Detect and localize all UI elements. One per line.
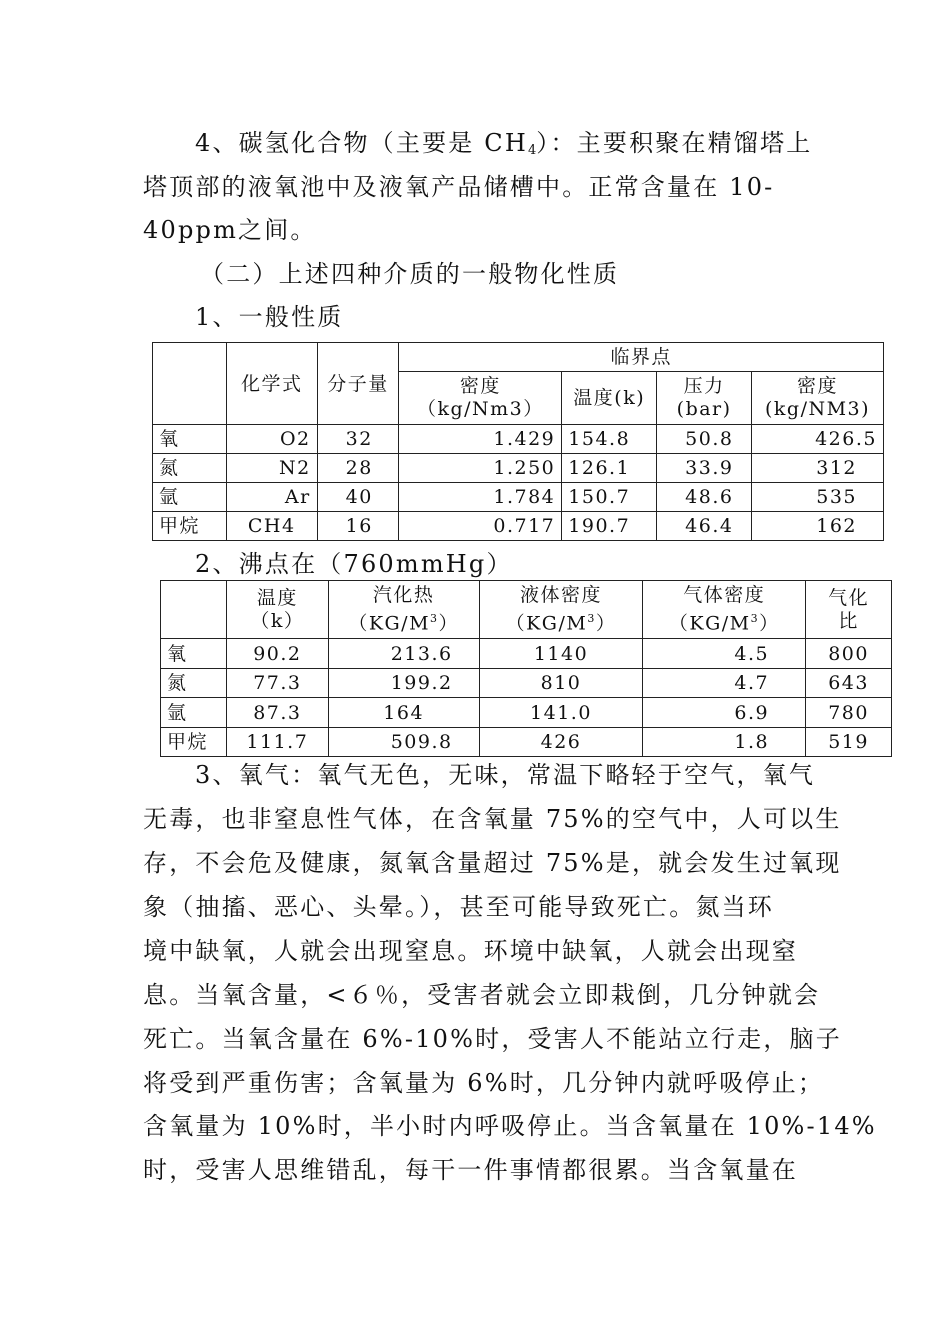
table-row [161, 639, 892, 669]
row-temperature: 111.7 [226, 727, 328, 757]
oxygen-paragraph-line-10: 时，受害人思维错乱，每干一件事情都很累。当含氧量在 [143, 1156, 798, 1184]
header-formula: 化学式 [226, 343, 317, 425]
boiling-point-table [160, 580, 892, 757]
header-gasification-ratio: 气化 比 [806, 581, 892, 639]
row-critical-density: 426.5 [752, 425, 884, 454]
oxygen-paragraph-line-7: 死亡。当氧含量在 6%-10%时，受害人不能站立行走，脑子 [143, 1025, 842, 1053]
row-name: 甲烷 [153, 512, 227, 541]
row-name: 氧 [153, 425, 227, 454]
row-vaporization-heat: 164 [328, 698, 479, 728]
header-molecular-weight: 分子量 [317, 343, 399, 425]
row-liquid-density: 426 [479, 727, 643, 757]
hydrocarbon-paragraph-line-1 [195, 128, 812, 166]
table-row [153, 425, 884, 454]
table-row [153, 512, 884, 541]
ch4-subscript: 4 [528, 143, 537, 158]
hydrocarbon-text: 4、碳氢化合物（主要是 CH [195, 129, 528, 157]
oxygen-paragraph-line-3: 存，不会危及健康，氮氧含量超过 75%是，就会发生过氧现 [143, 849, 842, 877]
oxygen-paragraph-line-1: 3、氧气：氧气无色，无味，常温下略轻于空气，氧气 [195, 761, 816, 789]
row-name: 氮 [153, 454, 227, 483]
oxygen-paragraph-line-4: 象（抽搐、恶心、头晕。），甚至可能导致死亡。氮当环 [143, 893, 774, 921]
row-name: 氩 [161, 698, 227, 728]
row-critical-density: 162 [752, 512, 884, 541]
row-pressure: 48.6 [657, 483, 752, 512]
general-properties-heading: 1、一般性质 [195, 303, 344, 331]
row-density: 1.429 [399, 425, 562, 454]
row-molecular-weight: 40 [317, 483, 399, 512]
row-molecular-weight: 28 [317, 454, 399, 483]
hydrocarbon-paragraph-line-2: 塔顶部的液氧池中及液氧产品储槽中。正常含量在 10- [143, 173, 775, 201]
oxygen-paragraph-line-9: 含氧量为 10%时，半小时内呼吸停止。当含氧量在 10%-14% [143, 1112, 877, 1140]
row-molecular-weight: 16 [317, 512, 399, 541]
row-temperature: 126.1 [562, 454, 657, 483]
table-header-row [153, 343, 884, 372]
oxygen-paragraph-line-2: 无毒，也非窒息性气体，在含氧量 75%的空气中，人可以生 [143, 805, 842, 833]
row-temperature: 87.3 [226, 698, 328, 728]
empty-header-cell [153, 343, 227, 425]
row-vaporization-heat: 509.8 [328, 727, 479, 757]
row-temperature: 190.7 [562, 512, 657, 541]
row-liquid-density: 1140 [479, 639, 643, 669]
row-temperature: 90.2 [226, 639, 328, 669]
oxygen-paragraph-line-5: 境中缺氧，人就会出现窒息。环境中缺氧，人就会出现窒 [143, 937, 798, 965]
row-name: 氧 [161, 639, 227, 669]
row-gasification-ratio: 800 [806, 639, 892, 669]
table-row [161, 727, 892, 757]
row-name: 甲烷 [161, 727, 227, 757]
row-vaporization-heat: 213.6 [328, 639, 479, 669]
row-liquid-density: 810 [479, 668, 643, 698]
row-gasification-ratio: 780 [806, 698, 892, 728]
oxygen-paragraph-line-8: 将受到严重伤害；含氧量为 6%时，几分钟内就呼吸停止； [143, 1069, 825, 1097]
row-gas-density: 4.5 [643, 639, 806, 669]
row-formula: N2 [226, 454, 317, 483]
row-temperature: 154.8 [562, 425, 657, 454]
header-temperature: 温度 （k） [226, 581, 328, 639]
row-pressure: 33.9 [657, 454, 752, 483]
row-density: 0.717 [399, 512, 562, 541]
row-liquid-density: 141.0 [479, 698, 643, 728]
row-temperature: 150.7 [562, 483, 657, 512]
header-density: 密度 （kg/Nm3） [399, 372, 562, 425]
row-density: 1.784 [399, 483, 562, 512]
section-heading: （二）上述四种介质的一般物化性质 [200, 260, 620, 288]
table-header-row [161, 581, 892, 639]
row-gas-density: 6.9 [643, 698, 806, 728]
table-row [153, 483, 884, 512]
row-formula: Ar [226, 483, 317, 512]
header-temperature: 温度(k) [562, 372, 657, 425]
row-gasification-ratio: 519 [806, 727, 892, 757]
table-row [153, 454, 884, 483]
oxygen-paragraph-line-6: 息。当氧含量，<６％，受害者就会立即栽倒，几分钟就会 [143, 981, 821, 1009]
empty-header-cell [161, 581, 227, 639]
row-gas-density: 4.7 [643, 668, 806, 698]
row-temperature: 77.3 [226, 668, 328, 698]
row-name: 氮 [161, 668, 227, 698]
row-pressure: 46.4 [657, 512, 752, 541]
row-gasification-ratio: 643 [806, 668, 892, 698]
row-gas-density: 1.8 [643, 727, 806, 757]
row-molecular-weight: 32 [317, 425, 399, 454]
table-row [161, 668, 892, 698]
general-properties-table [152, 342, 884, 541]
row-vaporization-heat: 199.2 [328, 668, 479, 698]
row-formula: O2 [226, 425, 317, 454]
header-critical-point: 临界点 [399, 343, 884, 372]
header-pressure: 压力 (bar) [657, 372, 752, 425]
table-row [161, 698, 892, 728]
row-critical-density: 535 [752, 483, 884, 512]
row-density: 1.250 [399, 454, 562, 483]
header-gas-density: 气体密度 $(KG/M^3)$ [643, 581, 806, 639]
row-formula: CH4 [226, 512, 317, 541]
row-pressure: 50.8 [657, 425, 752, 454]
hydrocarbon-text-cont: ）：主要积聚在精馏塔上 [536, 129, 813, 157]
header-vaporization-heat: 汽化热 $(KG/M^3)$ [328, 581, 479, 639]
hydrocarbon-paragraph-line-3: 40ppm之间。 [143, 216, 317, 244]
header-liquid-density: 液体密度 $(KG/M^3)$ [479, 581, 643, 639]
row-name: 氩 [153, 483, 227, 512]
boiling-point-heading: 2、沸点在（760mmHg） [195, 550, 513, 578]
row-critical-density: 312 [752, 454, 884, 483]
header-critical-density: 密度 (kg/NM3) [752, 372, 884, 425]
